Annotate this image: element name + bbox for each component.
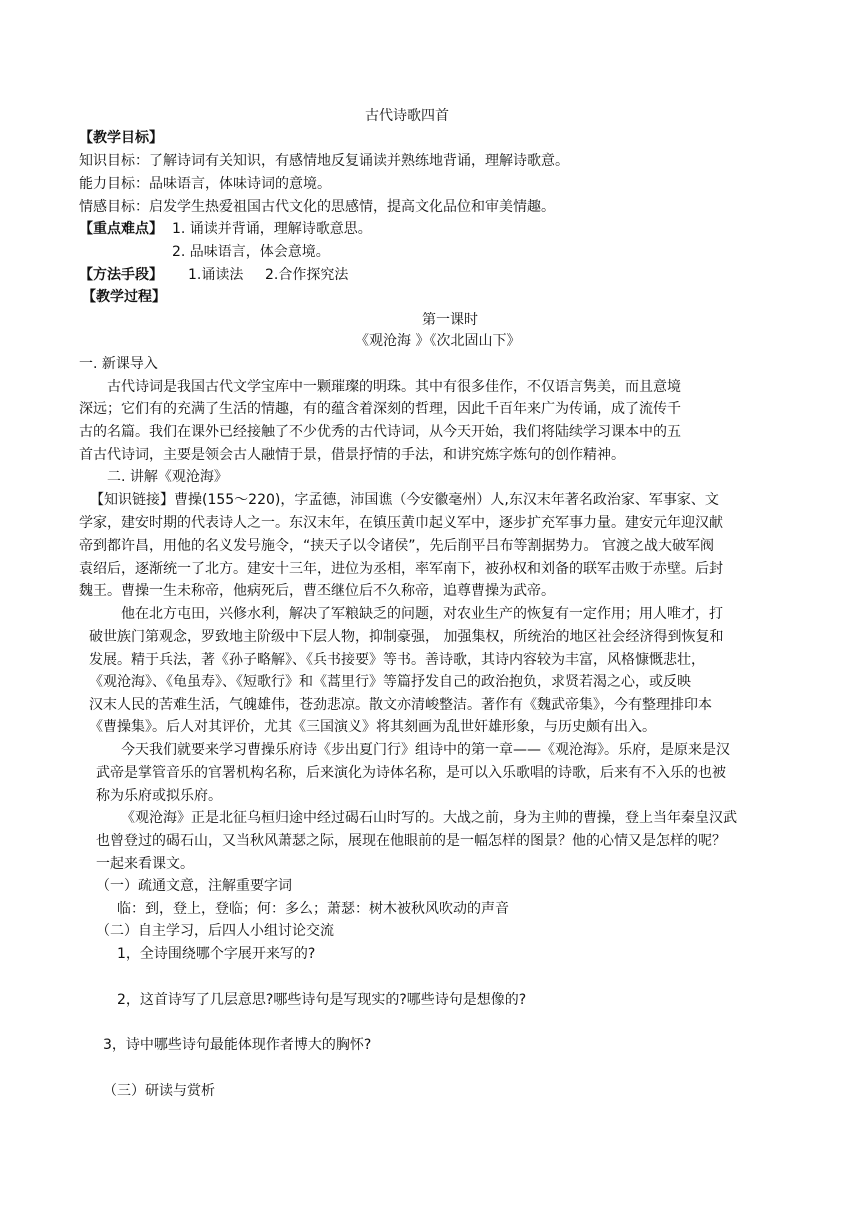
question-3: 3，诗中哪些诗句最能体现作者博大的胸怀? — [103, 1037, 372, 1053]
background-line: 《观沧海》正是北征乌桓归途中经过碣石山时写的。大战之前，身为主帅的曹操，登上当年秦皇汉武 — [121, 810, 737, 826]
process-heading: 【教学过程】 — [82, 289, 166, 305]
deeds-line: 破世族门第观念，罗致地主阶级中下层人物，抑制豪强， 加强集权，所统治的地区社会经济得到恢复和 — [89, 629, 724, 645]
question-2: 2，这首诗写了几层意思?哪些诗句是写现实的?哪些诗句是想像的? — [117, 992, 527, 1008]
part3-heading: （三）研读与赏析 — [103, 1083, 215, 1099]
deeds-line: 汉末人民的苦难生活，气魄雄伟，苍劲悲凉。散文亦清峻整洁。著作有《魏武帝集》，今有整理排印本 — [89, 697, 712, 713]
key-point-2: 2. 品味语言，体会意境。 — [172, 244, 330, 260]
deeds-line: 发展。精于兵法，著《孙子略解》、《兵书接要》等书。善诗歌，其诗内容较为丰富，风格慷慨悲壮， — [89, 652, 705, 668]
bio-line: 魏王。曹操一生未称帝，他病死后，曹丕继位后不久称帝，追尊曹操为武帝。 — [79, 583, 555, 599]
goal-ability: 能力目标：品味语言，体味诗词的意境。 — [79, 176, 331, 192]
deeds-line: 他在北方屯田，兴修水利，解决了军粮缺乏的问题，对农业生产的恢复有一定作用；用人唯才，打 — [121, 606, 723, 622]
intro-heading: 一. 新课导入 — [79, 356, 158, 372]
document-title: 古代诗歌四首 — [365, 108, 449, 124]
key-point-1: 1. 诵读并背诵，理解诗歌意思。 — [172, 221, 372, 237]
intro-line: 古代诗词是我国古代文学宝库中一颗璀璨的明珠。其中有很多佳作，不仅语言隽美，而且意境 — [107, 379, 681, 395]
intro-line: 古的名篇。我们在课外已经接触了不少优秀的古代诗词，从今天开始，我们将陆续学习课本中的五 — [79, 424, 681, 440]
bio-line: 袁绍后，逐渐统一了北方。建安十三年，进位为丞相，率军南下，被孙权和刘备的联军击败于赤壁。后封 — [79, 561, 723, 577]
bio-line: 学家，建安时期的代表诗人之一。东汉末年，在镇压黄巾起义军中，逐步扩充军事力量。建安元年迎汉献 — [79, 515, 723, 531]
yuefu-line: 武帝是掌管音乐的官署机构名称，后来演化为诗体名称，是可以入乐歌唱的诗歌，后来有不入乐的也被 — [96, 765, 726, 781]
key-points-label: 【重点难点】 — [79, 221, 163, 237]
part1-heading: （一）疏通文意，注解重要字词 — [96, 878, 292, 894]
yuefu-line: 称为乐府或拟乐府。 — [96, 788, 222, 804]
methods-label: 【方法手段】 — [79, 267, 163, 283]
goals-heading: 【教学目标】 — [79, 130, 163, 146]
part2-heading: （二）自主学习，后四人小组讨论交流 — [96, 923, 334, 939]
intro-line: 深远；它们有的充满了生活的情趣，有的蕴含着深刻的哲理，因此千百年来广为传诵，成了流传千 — [79, 401, 681, 417]
yuefu-line: 今天我们就要来学习曹操乐府诗《步出夏门行》组诗中的第一章——《观沧海》。乐府，是原来是汉 — [121, 742, 730, 758]
method-2: 2.合作探究法 — [265, 267, 349, 283]
goal-emotion: 情感目标：启发学生热爱祖国古代文化的思感情，提高文化品位和审美情趣。 — [79, 199, 555, 215]
method-1: 1.诵读法 — [188, 267, 244, 283]
deeds-line: 《观沧海》、《龟虽寿》、《短歌行》和《蒿里行》等篇抒发自己的政治抱负，求贤若渴之心，或反映 — [89, 674, 691, 690]
bio-line: 帝到都许昌，用他的名义发号施令，“挟天子以令诸侯”，先后削平吕布等割据势力。 官渡之战大破军阀 — [79, 538, 714, 554]
bio-line: 【知识链接】曹操(155～220)，字孟德，沛国谯（今安徽毫州）人,东汉末年著名政治家、军事家、文 — [90, 492, 719, 508]
session-title: 第一课时 — [422, 312, 478, 328]
explain-heading: 二. 讲解《观沧海》 — [107, 469, 228, 485]
question-1: 1，全诗围绕哪个字展开来写的? — [117, 946, 316, 962]
part1-note: 临：到，登上，登临；何：多么；萧瑟：树木被秋风吹动的声音 — [117, 901, 509, 917]
deeds-line: 《曹操集》。后人对其评价，尤其《三国演义》将其刻画为乱世奸雄形象，与历史颇有出入。 — [89, 719, 656, 735]
background-line: 也曾登过的碣石山，又当秋风萧瑟之际，展现在他眼前的是一幅怎样的图景？他的心情又是怎样的呢？ — [96, 833, 726, 849]
goal-knowledge: 知识目标：了解诗词有关知识，有感情地反复诵读并熟练地背诵，理解诗歌意。 — [79, 153, 569, 169]
poem-titles: 《观沧海 》《次北固山下》 — [355, 333, 521, 349]
intro-line: 首古代诗词，主要是领会古人融情于景，借景抒情的手法，和讲究炼字炼句的创作精神。 — [79, 447, 625, 463]
background-line: 一起来看课文。 — [96, 856, 194, 872]
